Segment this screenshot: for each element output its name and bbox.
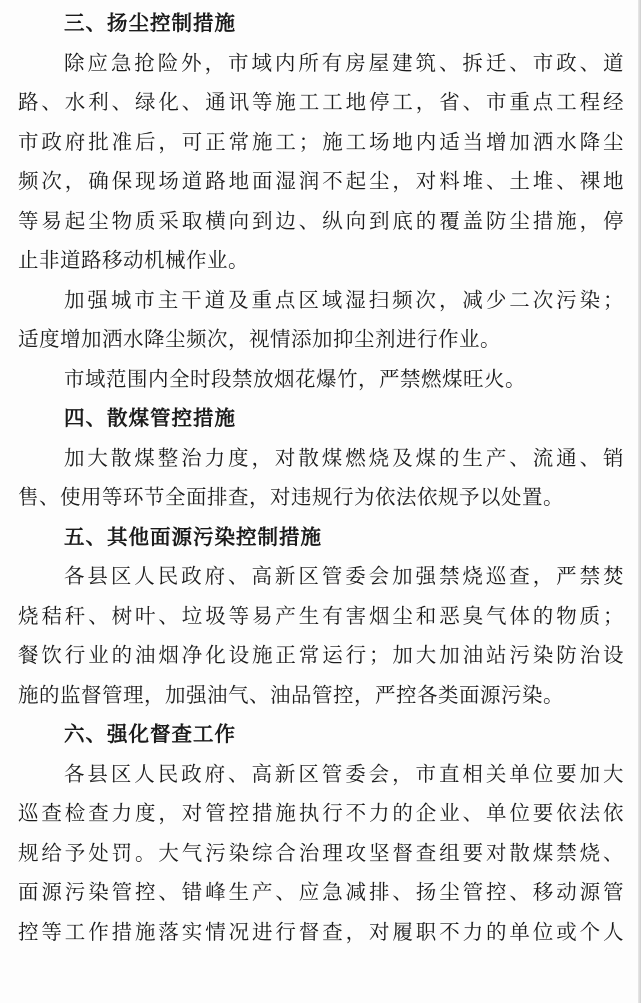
paragraph-line: 各县区人民政府、高新区管委会，市直相关单位要加大 bbox=[64, 762, 624, 786]
paragraph-line: 施的监督管理，加强油气、油品管控，严控各类面源污染。 bbox=[18, 683, 564, 707]
paragraph-line: 适度增加洒水降尘频次，视情添加抑尘剂进行作业。 bbox=[18, 327, 501, 351]
paragraph-line: 面源污染管控、错峰生产、应急减排、扬尘管控、移动源管 bbox=[18, 880, 624, 904]
section-heading-supervision: 六、强化督查工作 bbox=[64, 722, 236, 746]
paragraph-line: 市政府批准后，可正常施工；施工场地内适当增加洒水降尘 bbox=[18, 130, 624, 154]
paragraph-line: 加大散煤整治力度，对散煤燃烧及煤的生产、流通、销 bbox=[64, 446, 624, 470]
paragraph-line: 烧秸秆、树叶、垃圾等易产生有害烟尘和恶臭气体的物质； bbox=[18, 604, 624, 628]
paragraph-line: 市域范围内全时段禁放烟花爆竹，严禁燃煤旺火。 bbox=[64, 367, 526, 391]
paragraph-line: 等易起尘物质采取横向到边、纵向到底的覆盖防尘措施，停 bbox=[18, 209, 624, 233]
paragraph-line: 餐饮行业的油烟净化设施正常运行；加大加油站污染防治设 bbox=[18, 643, 624, 667]
paragraph-line: 频次，确保现场道路地面湿润不起尘，对料堆、土堆、裸地 bbox=[18, 169, 624, 193]
paragraph-line: 止非道路移动机械作业。 bbox=[18, 248, 249, 272]
paragraph-line: 加强城市主干道及重点区域湿扫频次，减少二次污染； bbox=[64, 288, 624, 312]
paragraph-line: 控等工作措施落实情况进行督查，对履职不力的单位或个人 bbox=[18, 920, 624, 944]
paragraph-line: 售、使用等环节全面排查，对违规行为依法依规予以处置。 bbox=[18, 485, 564, 509]
section-heading-loose-coal: 四、散煤管控措施 bbox=[64, 406, 236, 430]
paragraph-line: 除应急抢险外，市域内所有房屋建筑、拆迁、市政、道 bbox=[64, 51, 624, 75]
paragraph-line: 巡查检查力度，对管控措施执行不力的企业、单位要依法依 bbox=[18, 801, 624, 825]
paragraph-line: 路、水利、绿化、通讯等施工工地停工，省、市重点工程经 bbox=[18, 90, 624, 114]
paragraph-line: 各县区人民政府、高新区管委会加强禁烧巡查，严禁焚 bbox=[64, 564, 624, 588]
section-heading-dust-control: 三、扬尘控制措施 bbox=[64, 11, 236, 35]
section-heading-other-sources: 五、其他面源污染控制措施 bbox=[64, 525, 322, 549]
paragraph-line: 规给予处罚。大气污染综合治理攻坚督查组要对散煤禁烧、 bbox=[18, 841, 624, 865]
